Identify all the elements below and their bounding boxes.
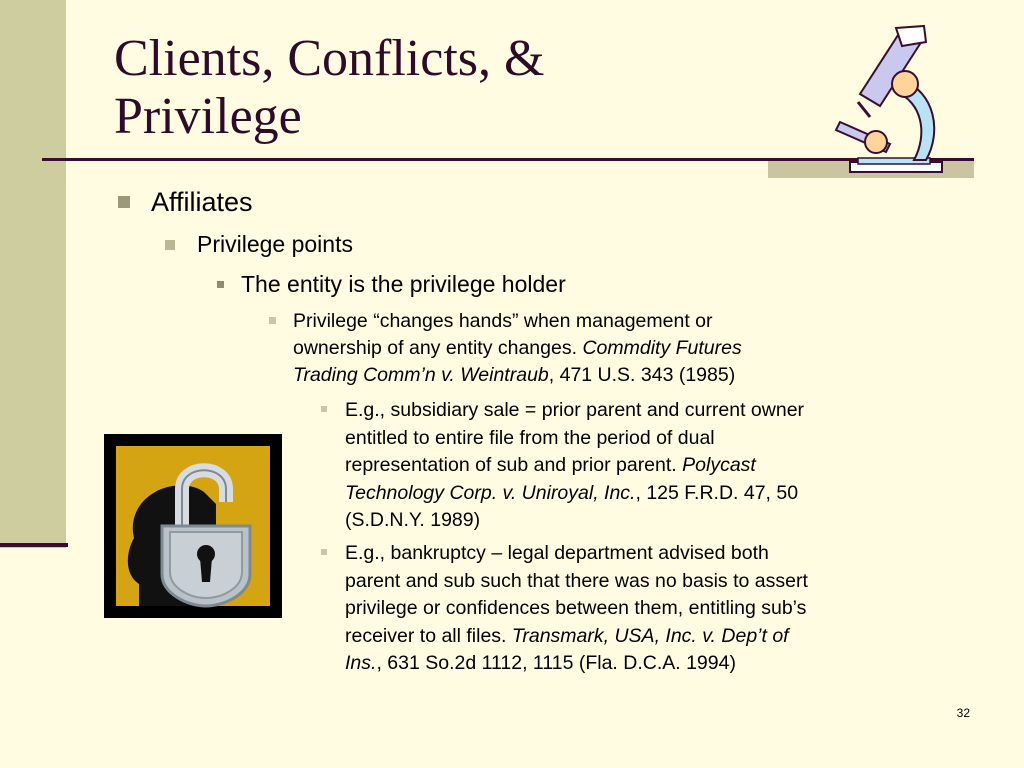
slide-title-line-1: Clients, Conflicts, &: [114, 30, 545, 87]
square-bullet-icon: [269, 317, 276, 324]
case-name: Ins.: [345, 652, 377, 674]
case-name: Commdity Futures: [582, 337, 742, 359]
text-line: E.g., subsidiary sale = prior parent and current owner: [345, 399, 805, 421]
text-line: [345, 480, 965, 508]
text-line: [345, 623, 965, 651]
text-span: representation of sub and prior parent.: [345, 454, 683, 476]
slide-title-line-2: Privilege: [114, 88, 302, 145]
square-bullet-icon: [217, 281, 224, 288]
bullet-level-4-text: [293, 308, 933, 389]
citation: , 125 F.R.D. 47, 50: [635, 481, 799, 504]
text-line: privilege or confidences between them, entitling sub’s: [345, 597, 807, 619]
square-bullet-icon: [321, 406, 327, 412]
citation: , 631 So.2d 1112, 1115 (Fla. D.C.A. 1994): [376, 652, 736, 674]
case-name: Polycast: [682, 454, 756, 476]
bullet-level-2-text: Privilege points: [197, 231, 353, 257]
padlock-silhouette-icon: [104, 434, 282, 618]
bullet-level-3-text: The entity is the privilege holder: [241, 271, 566, 297]
text-line: [293, 362, 933, 389]
text-line: parent and sub such that there was no basis to assert: [345, 569, 808, 592]
square-bullet-icon: [321, 549, 327, 555]
case-name: Technology Corp. v. Uniroyal, Inc.: [345, 481, 636, 504]
left-accent-underline: [0, 543, 68, 547]
page-number: 32: [956, 706, 970, 720]
bullet-level-1-text: Affiliates: [151, 187, 253, 217]
text-line: [345, 452, 965, 480]
text-line: [345, 650, 965, 678]
square-bullet-icon: [118, 196, 130, 208]
microscope-icon: [830, 22, 955, 177]
text-line: E.g., bankruptcy – legal department advised both: [345, 542, 769, 564]
case-name: Transmark, USA, Inc. v. Dep’t of: [511, 624, 789, 647]
text-span: ownership of any entity changes.: [293, 337, 583, 359]
text-line: entitled to entire file from the period of dual: [345, 426, 715, 449]
bullet-level-5-text: [345, 540, 965, 678]
text-line: (S.D.N.Y. 1989): [345, 509, 481, 531]
case-name: Trading Comm’n v. Weintraub: [293, 364, 549, 386]
text-line: Privilege “changes hands” when management or: [293, 310, 713, 332]
citation: , 471 U.S. 343 (1985): [548, 364, 736, 386]
slide-title: [114, 30, 714, 146]
square-bullet-icon: [165, 240, 175, 250]
left-accent-band: [0, 0, 66, 548]
text-line: [293, 335, 933, 362]
bullet-level-5-text: [345, 397, 965, 535]
text-span: receiver to all files.: [345, 624, 512, 647]
